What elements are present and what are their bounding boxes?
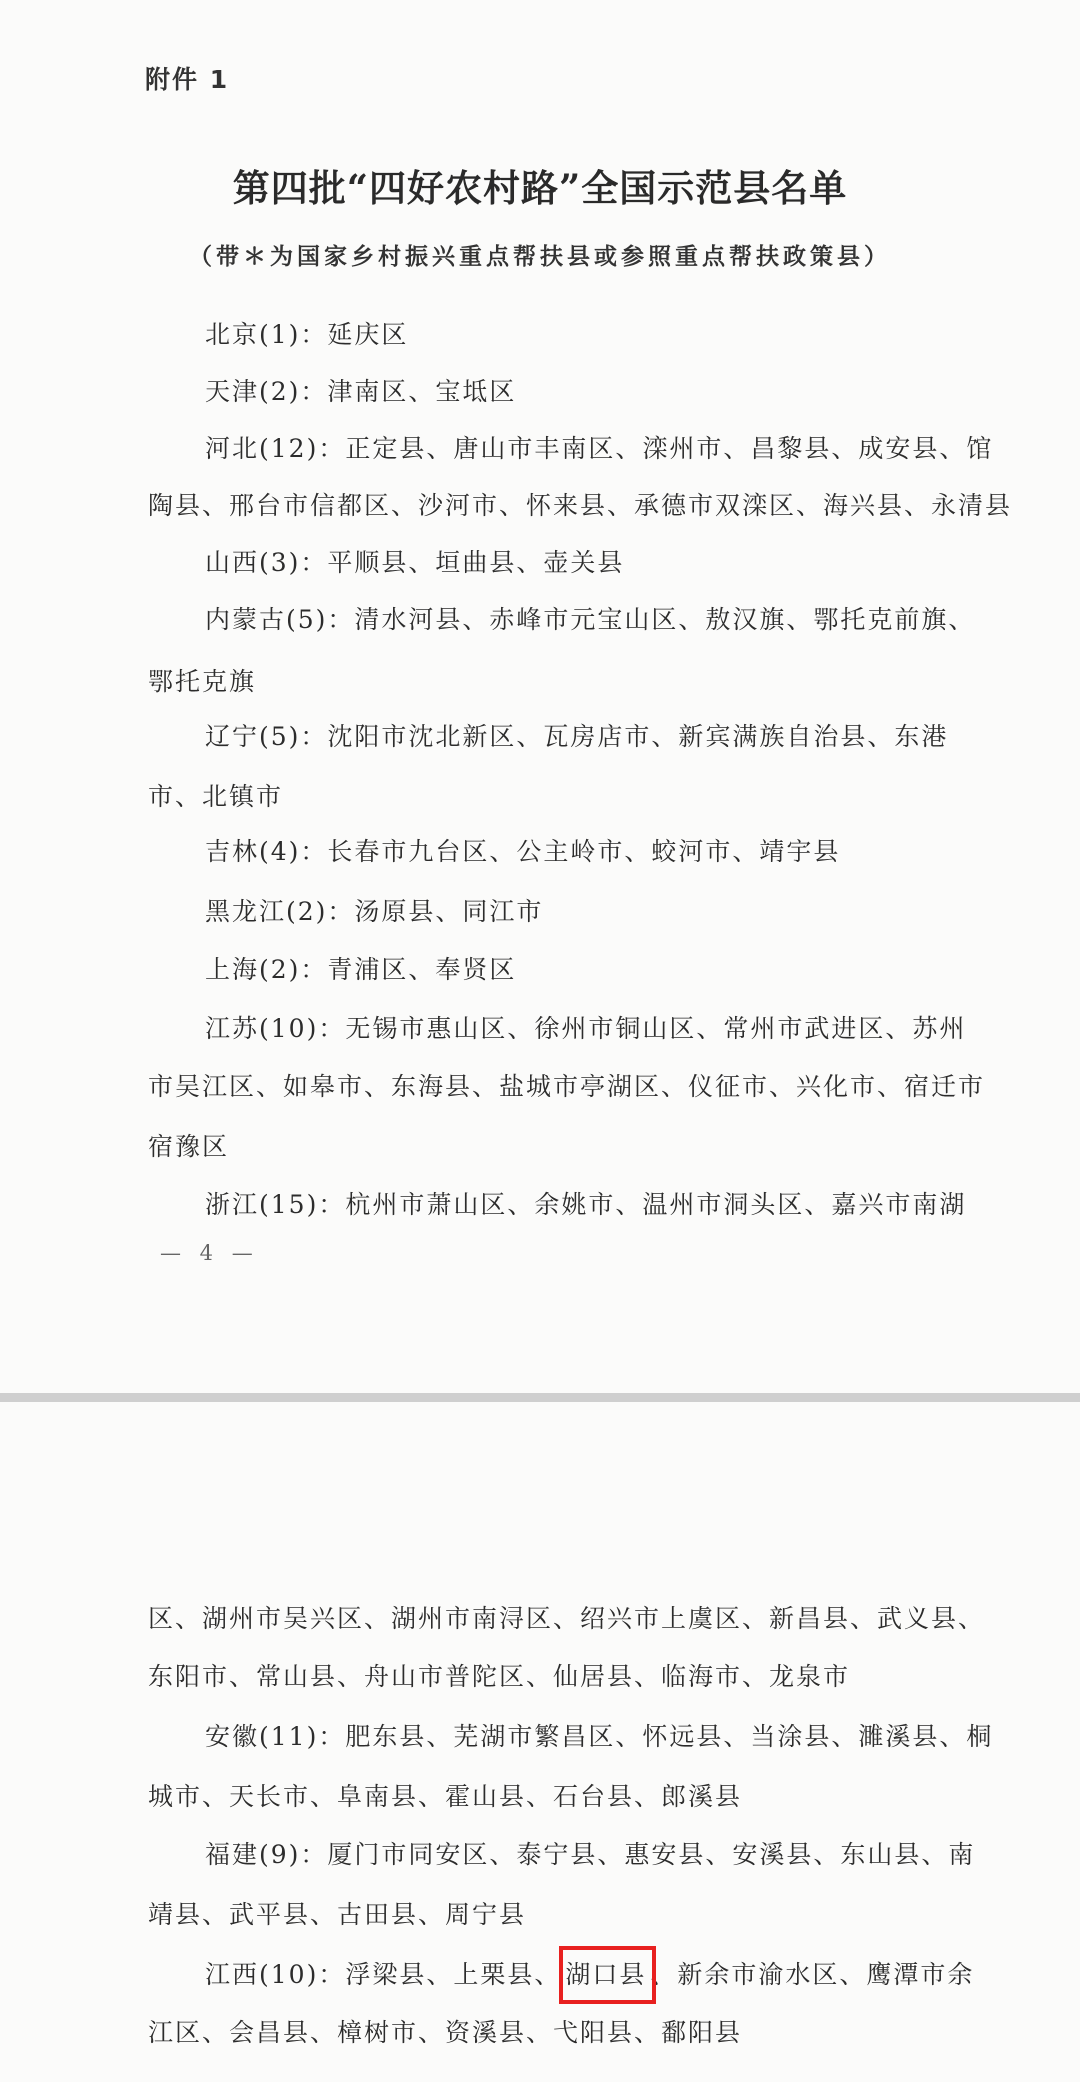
jiangxi-prefix: 江西(10)：浮梁县、上栗县、	[205, 1960, 562, 1989]
highlight-text: 湖口县	[565, 1960, 647, 1989]
list-line: 靖县、武平县、古田县、周宁县	[148, 1900, 527, 1929]
list-line: 江苏(10)：无锡市惠山区、徐州市铜山区、常州市武进区、苏州	[205, 1014, 967, 1043]
document-subtitle: （带＊为国家乡村振兴重点帮扶县或参照重点帮扶政策县）	[189, 244, 891, 270]
highlighted-county	[561, 1958, 650, 1992]
list-line: 江区、会昌县、樟树市、资溪县、弋阳县、鄱阳县	[148, 2018, 743, 2047]
list-line: 鄂托克旗	[148, 667, 257, 696]
document-title: 第四批“四好农村路”全国示范县名单	[232, 166, 848, 210]
list-line: 河北(12)：正定县、唐山市丰南区、滦州市、昌黎县、成安县、馆	[205, 434, 994, 463]
list-line: 黑龙江(2)：汤原县、同江市	[205, 897, 544, 926]
list-line: 内蒙古(5)：清水河县、赤峰市元宝山区、敖汉旗、鄂托克前旗、	[205, 605, 976, 634]
list-line: 上海(2)：青浦区、奉贤区	[205, 955, 517, 984]
list-line: 辽宁(5)：沈阳市沈北新区、瓦房店市、新宾满族自治县、东港	[205, 722, 949, 751]
list-line: 区、湖州市吴兴区、湖州市南浔区、绍兴市上虞区、新昌县、武义县、	[148, 1604, 986, 1633]
list-line: 城市、天长市、阜南县、霍山县、石台县、郎溪县	[148, 1782, 743, 1811]
list-line: 北京(1)：延庆区	[205, 320, 409, 349]
list-line: 安徽(11)：肥东县、芜湖市繁昌区、怀远县、当涂县、濉溪县、桐	[205, 1722, 994, 1751]
page-divider	[0, 1393, 1080, 1402]
list-line: 天津(2)：津南区、宝坻区	[205, 377, 517, 406]
attachment-label: 附件 1	[145, 65, 230, 94]
list-line: 吉林(4)：长春市九台区、公主岭市、蛟河市、靖宇县	[205, 837, 841, 866]
list-line: 宿豫区	[148, 1132, 230, 1161]
document-page-2	[0, 1402, 1080, 2082]
list-line: 市、北镇市	[148, 782, 284, 811]
list-line: 福建(9)：厦门市同安区、泰宁县、惠安县、安溪县、东山县、南	[205, 1840, 976, 1869]
list-line: 浙江(15)：杭州市萧山区、余姚市、温州市洞头区、嘉兴市南湖	[205, 1190, 967, 1219]
list-line: 山西(3)：平顺县、垣曲县、壶关县	[205, 548, 625, 577]
list-line: 陶县、邢台市信都区、沙河市、怀来县、承德市双滦区、海兴县、永清县	[148, 491, 1013, 520]
list-line: 市吴江区、如皋市、东海县、盐城市亭湖区、仪征市、兴化市、宿迁市	[148, 1072, 986, 1101]
list-line: 东阳市、常山县、舟山市普陀区、仙居县、临海市、龙泉市	[148, 1662, 851, 1691]
jiangxi-suffix: 、新余市渝水区、鹰潭市余	[650, 1960, 975, 1989]
jiangxi-line	[205, 1958, 1005, 1992]
page-number: — 4 —	[160, 1241, 259, 1265]
